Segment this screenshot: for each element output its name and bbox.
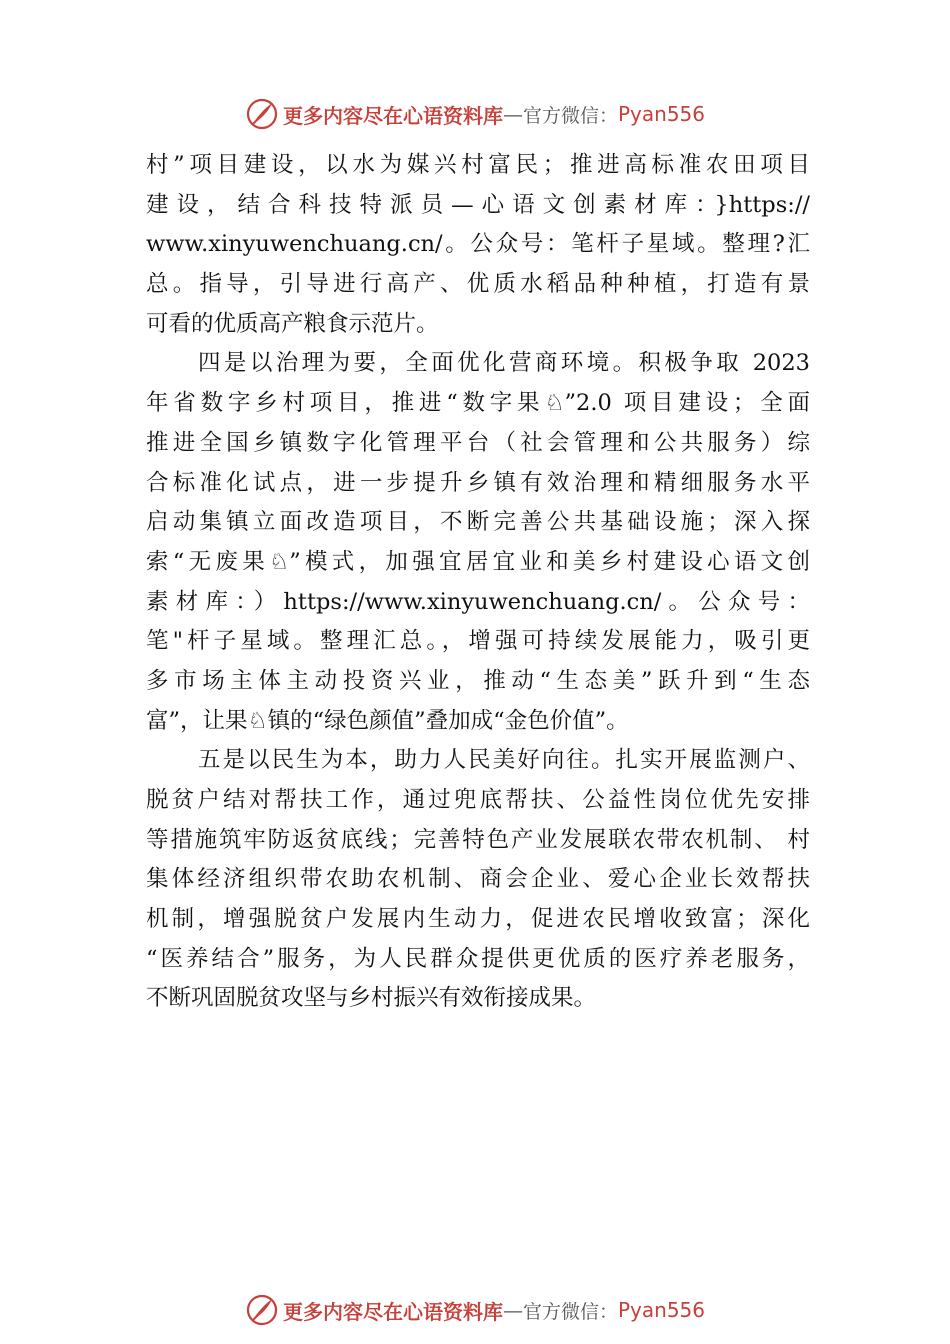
body-line: 笔"杆子星域。整理汇总。，增强可持续发展能力，吸引更: [146, 628, 810, 655]
header-banner: [0, 94, 950, 134]
body-line: 村”项目建设，以水为媒兴村富民；推进高标准农田项目: [146, 152, 810, 178]
body-line: 可看的优质高产粮食示范片。: [146, 310, 439, 337]
quill-logo-icon: [245, 97, 279, 131]
body-line: 推进全国乡镇数字化管理平台（社会管理和公共服务）综: [146, 429, 810, 456]
banner-brand-text: 更多内容尽在心语资料库: [282, 1299, 503, 1324]
body-line: 五是以民生为本，助力人民美好向往。扎实开展监测户、: [198, 747, 810, 774]
body-line: 集体经济组织带农助农机制、商会企业、爱心企业长效帮扶: [146, 866, 810, 893]
banner-separator: —: [502, 1298, 523, 1322]
banner-brand-text: 更多内容尽在心语资料库: [282, 103, 503, 128]
body-line: 年省数字乡村项目，推进“数字果♘”2.0 项目建设；全面: [146, 390, 810, 417]
body-line: 合标准化试点，进一步提升乡镇有效治理和精细服务水平: [146, 469, 810, 496]
body-line: 建设，结合科技特派员—心语文创素材库：}https://: [146, 191, 810, 218]
banner-wechat-id: Pyan556: [618, 1298, 706, 1322]
body-line: 等措施筑牢防返贫底线；完善特色产业发展联农带农机制、 村: [146, 826, 810, 853]
body-line: 机制，增强脱贫户发展内生动力，促进农民增收致富；深化: [146, 906, 810, 933]
banner-wechat-id: Pyan556: [618, 102, 706, 126]
body-line: “医养结合”服务，为人民群众提供更优质的医疗养老服务，: [146, 945, 810, 972]
banner-wechat-label: 官方微信：: [522, 1300, 618, 1323]
body-line: 索“无废果♘”模式，加强宜居宜业和美乡村建设心语文创: [146, 548, 810, 575]
body-line: 脱贫户结对帮扶工作，通过兜底帮扶、公益性岗位优先安排: [146, 787, 810, 813]
body-line: 多市场主体主动投资兴业，推动“生态美”跃升到“生态: [146, 667, 810, 694]
banner-wechat-label: 官方微信：: [522, 104, 618, 127]
footer-banner: [0, 1290, 950, 1330]
banner-separator: —: [502, 102, 523, 126]
body-line: www.xinyuwenchuang.cn/。公众号：笔杆子星域。整理?汇: [146, 231, 810, 258]
body-line: 四是以治理为要，全面优化营商环境。积极争取 2023: [198, 350, 810, 377]
body-line: 启动集镇立面改造项目，不断完善公共基础设施；深入探: [146, 509, 810, 536]
document-body: [146, 146, 810, 1019]
body-line: 富”，让果♘镇的“绿色颜值”叠加成“金色价值”。: [146, 707, 629, 734]
body-line: 素材库：）https://www.xinyuwenchuang.cn/。公众号：: [146, 588, 810, 615]
body-line: 总。指导，引导进行高产、优质水稻品种种植，打造有景: [146, 271, 810, 298]
body-line: 不断巩固脱贫攻坚与乡村振兴有效衔接成果。: [146, 985, 597, 1012]
quill-logo-icon: [245, 1293, 279, 1327]
